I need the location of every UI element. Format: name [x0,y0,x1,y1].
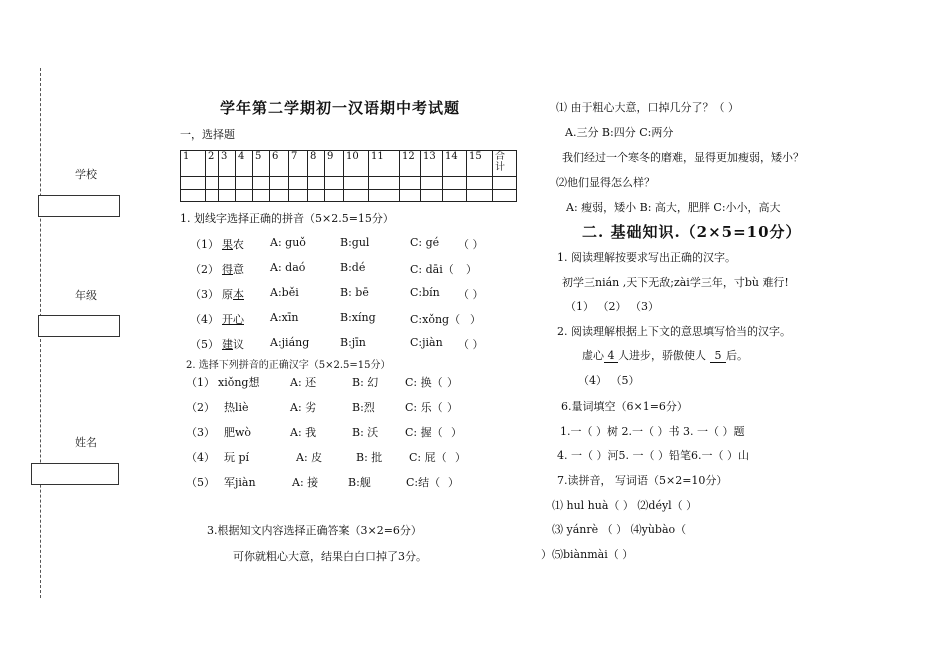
q1-option-b: B:jīn [340,336,366,349]
grid-header: 4 [236,151,253,177]
q2-option-b: B: 批 [356,451,383,464]
grade-field[interactable] [38,315,120,337]
q1-option-a: A:xīn [270,311,299,324]
q2-answer-paren[interactable]: ） [455,451,466,464]
s6-line2: 4. 一（ ）河5. 一（ ）铅笔6.一（ ）山 [557,449,749,462]
s2-blank-5[interactable]: 5 [710,349,726,363]
grid-header: 7 [289,151,308,177]
s1-blanks: （1） （2） （3） [565,300,659,313]
q1-answer-paren[interactable]: （ ） [458,288,484,301]
q3-passage: 可你就粗心大意，结果白白口掉了3分。 [233,550,427,563]
q3-heading: 3.根据知文内容选择正确答案（3×2=6分） [207,524,422,537]
answer-cell[interactable] [325,190,344,202]
q1-option-b: B: bē [340,286,369,299]
s2-heading: 2. 阅读理解根据上下文的意思填写恰当的汉字。 [557,325,791,338]
answer-cell[interactable] [236,190,253,202]
answer-cell[interactable] [344,190,369,202]
grid-header: 5 [253,151,270,177]
q2-option-b: B: 沃 [352,426,379,439]
grid-header: 2 [206,151,219,177]
s2-blank-4[interactable]: 4 [604,349,618,363]
grid-header: 11 [369,151,400,177]
answer-cell[interactable] [219,190,236,202]
q1-word-rest: 农 [233,238,244,251]
q2-option-c: C: 乐（ [405,401,443,414]
answer-cell[interactable] [253,190,270,202]
q2-pinyin: 玩 pí [224,451,250,464]
section1-heading: 一，选择题 [180,128,235,141]
q1-word-underlined: 得 [222,263,233,276]
answer-cell[interactable] [493,177,517,190]
answer-cell[interactable] [236,177,253,190]
answer-cell[interactable] [206,190,219,202]
name-label: 姓名 [75,436,97,449]
s6-line1: 1.一（ ）树 2.一（ ）书 3. 一（ ）题 [560,425,745,438]
grid-header: 合计 [493,151,517,177]
r2-passage: 我们经过一个寒冬的磨难，显得更加瘦弱，矮小？ [562,151,804,164]
q1-option-b: B:gul [340,236,370,249]
r1-options: A.三分 B:四分 C:两分 [565,126,674,139]
q2-option-c: C:结（ [406,476,441,489]
q2-option-b: B:舰 [348,476,371,489]
answer-cell[interactable] [253,177,270,190]
q1-option-c: C:jiàn [410,336,443,349]
s1-text: 初学三nián ,天下无敌;zài学三年，寸bù 难行! [562,276,789,289]
answer-cell[interactable] [325,177,344,190]
grid-header: 10 [344,151,369,177]
q1-option-b: B:xíng [340,311,376,324]
answer-cell[interactable] [181,190,206,202]
q2-answer-paren[interactable]: ） [451,426,462,439]
q2-pinyin: 肥wò [224,426,252,439]
q2-answer-paren[interactable]: ） [447,376,458,389]
q1-answer-paren[interactable]: ） [470,313,481,326]
answer-cell[interactable] [443,177,467,190]
answer-cell[interactable] [421,190,443,202]
r2-options: A: 瘦弱，矮小 B: 高大，肥胖 C:小小，高大 [566,201,781,214]
q1-word-underlined: 果 [222,238,233,251]
q2-option-b: B:烈 [352,401,375,414]
q2-num: （5） [186,476,215,489]
q1-word-underlined: 建 [222,338,233,351]
grid-header: 1 [181,151,206,177]
answer-cell[interactable] [289,177,308,190]
q2-option-b: B: 幻 [352,376,379,389]
answer-cell[interactable] [308,190,325,202]
q1-option-c: C:bín [410,286,440,299]
q1-option-a: A:jiáng [270,336,310,349]
exam-title: 学年第二学期初一汉语期中考试题 [220,99,461,117]
s6-heading: 6.量词填空（6×1=6分） [561,400,688,413]
q2-pinyin: xiǒng想 [218,376,260,389]
q1-option-a: A: guǒ [270,236,306,249]
r1-question: ⑴ 由于粗心大意，口掉几分了？（ ） [556,101,739,114]
answer-cell[interactable] [308,177,325,190]
q1-row [190,286,244,302]
answer-cell[interactable] [289,190,308,202]
grid-header: 6 [270,151,289,177]
answer-cell[interactable] [344,177,369,190]
grid-header: 15 [467,151,493,177]
answer-cell[interactable] [467,177,493,190]
answer-cell[interactable] [206,177,219,190]
q1-word-rest: 意 [233,263,244,276]
answer-cell[interactable] [467,190,493,202]
q2-option-c: C: 屁（ [409,451,447,464]
q2-row [186,449,249,465]
school-label: 学校 [75,168,97,181]
s2-text [582,347,748,363]
answer-cell[interactable] [443,190,467,202]
s2-text-c: 后。 [726,349,748,362]
s7-line1: ⑴ hul huà（ ） ⑵déyl（ ） [552,499,698,512]
q2-option-a: A: 我 [290,426,317,439]
q2-pinyin: 军jiàn [224,476,256,489]
name-field[interactable] [31,463,119,485]
s7-line3: ）⑸biànmài（ ） [541,548,634,561]
q1-answer-paren[interactable]: ） [466,263,477,276]
q1-option-c: C: dāi（ [410,263,454,276]
s2-text-a: 虚心 [582,349,604,362]
s2-blanks: （4） （5） [578,374,640,387]
q2-answer-paren[interactable]: ） [448,476,459,489]
grid-header: 9 [325,151,344,177]
q1-answer-paren[interactable]: （ ） [458,238,484,251]
s7-line2: ⑶ yánrè （ ） ⑷yùbào（ [552,523,687,536]
q2-answer-paren[interactable]: ） [447,401,458,414]
answer-cell[interactable] [421,177,443,190]
q1-row [190,336,244,352]
q2-option-a: A: 劣 [290,401,317,414]
answer-cell[interactable] [270,190,289,202]
answer-cell[interactable] [369,190,400,202]
q2-row [186,424,251,440]
grade-label: 年级 [75,289,97,302]
q1-num: （5） [190,338,219,351]
answer-cell[interactable] [219,177,236,190]
school-field[interactable] [38,195,120,217]
q1-row [190,261,244,277]
q2-num: （4） [186,451,215,464]
answer-grid [180,150,517,202]
grid-header: 12 [400,151,421,177]
q1-heading: 1. 划线字选择正确的拼音（5×2.5=15分） [180,212,394,225]
answer-cell[interactable] [369,177,400,190]
q1-option-a: A: daó [270,261,306,274]
s1-heading: 1. 阅读理解按要求写出正确的汉字。 [557,251,736,264]
q1-option-b: B:dé [340,261,366,274]
grid-header: 3 [219,151,236,177]
answer-cell[interactable] [270,177,289,190]
q2-option-a: A: 接 [292,476,319,489]
answer-cell[interactable] [400,190,421,202]
q1-num: （2） [190,263,219,276]
q1-row [190,236,244,252]
answer-cell[interactable] [400,177,421,190]
q2-row [186,474,256,490]
grid-header: 8 [308,151,325,177]
q2-pinyin: 热liè [224,401,249,414]
q1-word-underlined: 开心 [222,313,244,326]
q1-word: 原 [222,288,233,301]
q1-num: （3） [190,288,219,301]
q2-option-a: A: 皮 [296,451,323,464]
q2-num: （3） [186,426,215,439]
q2-num: （2） [186,401,215,414]
q1-option-a: A:běi [270,286,299,299]
q2-heading: 2. 选择下列拼音的正确汉字（5×2.5=15分） [186,360,391,371]
q2-row [186,374,259,390]
q2-option-c: C: 握（ [405,426,443,439]
q1-option-c: C: gé [410,236,440,249]
q1-row [190,311,244,327]
s2-text-b: 人进步，骄傲使人 [618,349,706,362]
q1-word-rest: 议 [233,338,244,351]
s7-heading: 7.读拼音， 写词语（5×2=10分） [557,474,728,487]
q2-option-c: C: 换（ [405,376,443,389]
section2-heading: 二. 基础知识.（2×5=10分） [582,223,802,241]
grid-header: 13 [421,151,443,177]
q1-num: （1） [190,238,219,251]
q2-option-a: A: 还 [290,376,317,389]
q2-num: （1） [186,376,215,389]
r2-question: ⑵他们显得怎么样？ [556,176,655,189]
q1-num: （4） [190,313,219,326]
answer-cell[interactable] [493,190,517,202]
grid-header: 14 [443,151,467,177]
q1-word-underlined: 本 [233,288,244,301]
q1-option-c: C:xǒng（ [410,313,461,326]
answer-cell[interactable] [181,177,206,190]
q1-answer-paren[interactable]: （ ） [458,338,484,351]
q2-row [186,399,249,415]
